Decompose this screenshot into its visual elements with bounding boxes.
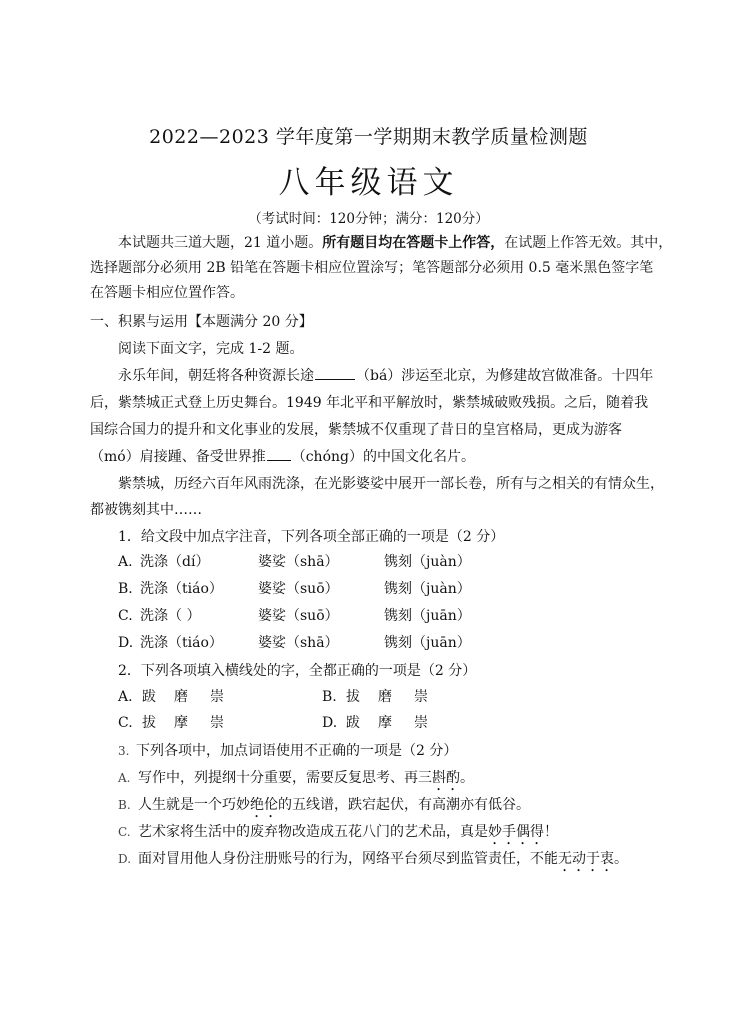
passage-text: 永乐年间，朝廷将各种资源长途 bbox=[118, 368, 314, 384]
q3-option-label: B. bbox=[118, 798, 131, 812]
q2-option-char-2: 摩 bbox=[378, 715, 392, 731]
q1-option-word-1 bbox=[140, 553, 209, 571]
option-pinyin: （ ） bbox=[168, 608, 201, 624]
option-word: 婆娑 bbox=[258, 554, 286, 570]
q2-option-char-3: 崇 bbox=[210, 689, 224, 705]
passage-line-6: 都被镌刻其中…… bbox=[90, 502, 202, 518]
q1-option-word-2 bbox=[258, 580, 339, 598]
q2-stem: 2．下列各项填入横线处的字，全都正确的一项是（2 分） bbox=[118, 663, 477, 679]
instructions-line-2: 选择题部分必须用 2B 铅笔在答题卡相应位置涂写；笔答题部分必须用 0.5 毫米黑色签字笔 bbox=[90, 260, 654, 276]
option-pinyin: （shā） bbox=[286, 554, 339, 570]
option-pinyin: （juàn） bbox=[412, 581, 471, 597]
q1-option-word-1 bbox=[140, 607, 200, 625]
dotted-phrase: 妙手偶得 bbox=[488, 824, 544, 840]
dotted-phrase: 无动于衷 bbox=[558, 851, 614, 867]
q3-number: 3. bbox=[118, 744, 130, 758]
q2-option-char-1: 拔 bbox=[346, 689, 360, 705]
option-word: 镌刻 bbox=[384, 635, 412, 651]
passage-text: （chóng）的中国文化名片。 bbox=[291, 449, 475, 465]
q1-option-word-3 bbox=[384, 607, 471, 625]
q2-option-label: B. bbox=[322, 689, 337, 705]
exam-title: 2022—2023 学年度第一学期期末教学质量检测题 bbox=[149, 126, 588, 148]
option-word: 洗涤 bbox=[140, 608, 168, 624]
instructions-line-1 bbox=[118, 234, 672, 252]
q2-option-char-1: 跋 bbox=[142, 689, 156, 705]
passage-text: （bá）涉运至北京，为修建故宫做准备。十四年 bbox=[356, 368, 654, 384]
q1-option-word-3 bbox=[384, 580, 471, 598]
option-pinyin: （tiáo） bbox=[168, 581, 223, 597]
option-text: 人生就是一个巧妙 bbox=[138, 797, 250, 813]
option-word: 洗涤 bbox=[140, 635, 168, 651]
option-word: 婆娑 bbox=[258, 608, 286, 624]
q3-stem: 下列各项中，加点词语使用不正确的一项是（2 分） bbox=[136, 743, 458, 759]
q2-option-char-3: 崇 bbox=[210, 715, 224, 731]
q1-option-word-2 bbox=[258, 607, 339, 625]
option-text: ！ bbox=[544, 824, 558, 840]
option-pinyin: （dí） bbox=[168, 554, 210, 570]
q1-option-label: A. bbox=[118, 554, 133, 570]
option-text: 。 bbox=[460, 770, 474, 786]
q2-option-label: C. bbox=[118, 715, 133, 731]
exam-info: （考试时间：120分钟；满分：120分） bbox=[248, 211, 489, 227]
q2-option-char-3: 崇 bbox=[414, 689, 428, 705]
section-heading: 一、积累与运用【本题满分 20 分】 bbox=[90, 314, 313, 330]
q1-option-word-3 bbox=[384, 553, 471, 571]
option-pinyin: （juàn） bbox=[412, 554, 471, 570]
q3-option-text bbox=[138, 769, 474, 794]
instructions-line-3: 在答题卡相应位置作答。 bbox=[90, 285, 244, 301]
instructions-text: 本试题共三道大题，21 道小题。 bbox=[118, 235, 323, 251]
passage-line-4 bbox=[90, 448, 475, 466]
q1-option-label: C. bbox=[118, 608, 133, 624]
option-word: 洗涤 bbox=[140, 581, 168, 597]
q1-option-word-2 bbox=[258, 634, 339, 652]
dotted-phrase: 绝伦 bbox=[250, 797, 278, 813]
q3-option-text bbox=[138, 850, 628, 875]
dotted-phrase: 斟酌 bbox=[432, 770, 460, 786]
option-pinyin: （suō） bbox=[286, 608, 339, 624]
q1-option-label: D. bbox=[118, 635, 134, 651]
q2-option-char-3: 崇 bbox=[414, 715, 428, 731]
option-text: 写作中，列提纲十分重要，需要反复思考、再三 bbox=[138, 770, 432, 786]
q2-option-label: D. bbox=[322, 715, 338, 731]
passage-line-1 bbox=[118, 367, 653, 385]
reading-intro: 阅读下面文字，完成 1-2 题。 bbox=[118, 341, 304, 357]
fill-blank-1 bbox=[315, 367, 355, 380]
q1-option-word-3 bbox=[384, 634, 471, 652]
passage-line-5: 紫禁城，历经六百年风雨洗涤，在光影婆娑中展开一部长卷，所有与之相关的有情众生， bbox=[118, 476, 664, 492]
q1-option-word-1 bbox=[140, 580, 223, 598]
q1-option-word-1 bbox=[140, 634, 223, 652]
instructions-bold: 所有题目均在答题卡上作答， bbox=[322, 235, 505, 251]
option-word: 镌刻 bbox=[384, 608, 412, 624]
option-word: 洗涤 bbox=[140, 554, 168, 570]
q3-option-label: A. bbox=[118, 771, 131, 785]
passage-line-3: 国综合国力的提升和文化事业的发展，紫禁城不仅重现了昔日的皇宫格局，更成为游客 bbox=[90, 422, 622, 438]
subject-title: 八年级语文 bbox=[278, 165, 459, 201]
option-pinyin: （juān） bbox=[412, 608, 471, 624]
option-pinyin: （shā） bbox=[286, 635, 339, 651]
q1-option-word-2 bbox=[258, 553, 339, 571]
passage-text: （mó）肩接踵、备受世界推 bbox=[90, 449, 266, 465]
q2-option-label: A. bbox=[118, 689, 133, 705]
q1-option-label: B. bbox=[118, 581, 133, 597]
q3-option-label: D. bbox=[118, 852, 132, 866]
option-word: 镌刻 bbox=[384, 581, 412, 597]
q3-option-label: C. bbox=[118, 825, 131, 839]
option-pinyin: （tiáo） bbox=[168, 635, 223, 651]
option-pinyin: （suō） bbox=[286, 581, 339, 597]
instructions-text: 在试题上作答无效。其中， bbox=[504, 235, 673, 251]
option-text: 面对冒用他人身份注册账号的行为，网络平台须尽到监管责任，不能 bbox=[138, 851, 558, 867]
option-word: 镌刻 bbox=[384, 554, 412, 570]
q3-stem-line bbox=[118, 742, 457, 760]
q1-stem: 1．给文段中加点字注音，下列各项全部正确的一项是（2 分） bbox=[118, 529, 505, 545]
fill-blank-2 bbox=[267, 448, 291, 461]
option-text: 的五线谱，跌宕起伏，有高潮亦有低谷。 bbox=[278, 797, 530, 813]
q2-option-char-2: 磨 bbox=[378, 689, 392, 705]
q2-option-char-2: 摩 bbox=[174, 715, 188, 731]
option-word: 婆娑 bbox=[258, 581, 286, 597]
option-text: 。 bbox=[614, 851, 628, 867]
q3-option-text bbox=[138, 823, 558, 848]
q2-option-char-1: 跋 bbox=[346, 715, 360, 731]
option-pinyin: （juān） bbox=[412, 635, 471, 651]
option-text: 艺术家将生活中的废弃物改造成五花八门的艺术品，真是 bbox=[138, 824, 488, 840]
q2-option-char-2: 磨 bbox=[174, 689, 188, 705]
passage-line-2: 后，紫禁城正式登上历史舞台。1949 年北平和平解放时，紫禁城破败残损。之后，随着我 bbox=[90, 395, 649, 411]
option-word: 婆娑 bbox=[258, 635, 286, 651]
q2-option-char-1: 拔 bbox=[142, 715, 156, 731]
q3-option-text bbox=[138, 796, 530, 821]
